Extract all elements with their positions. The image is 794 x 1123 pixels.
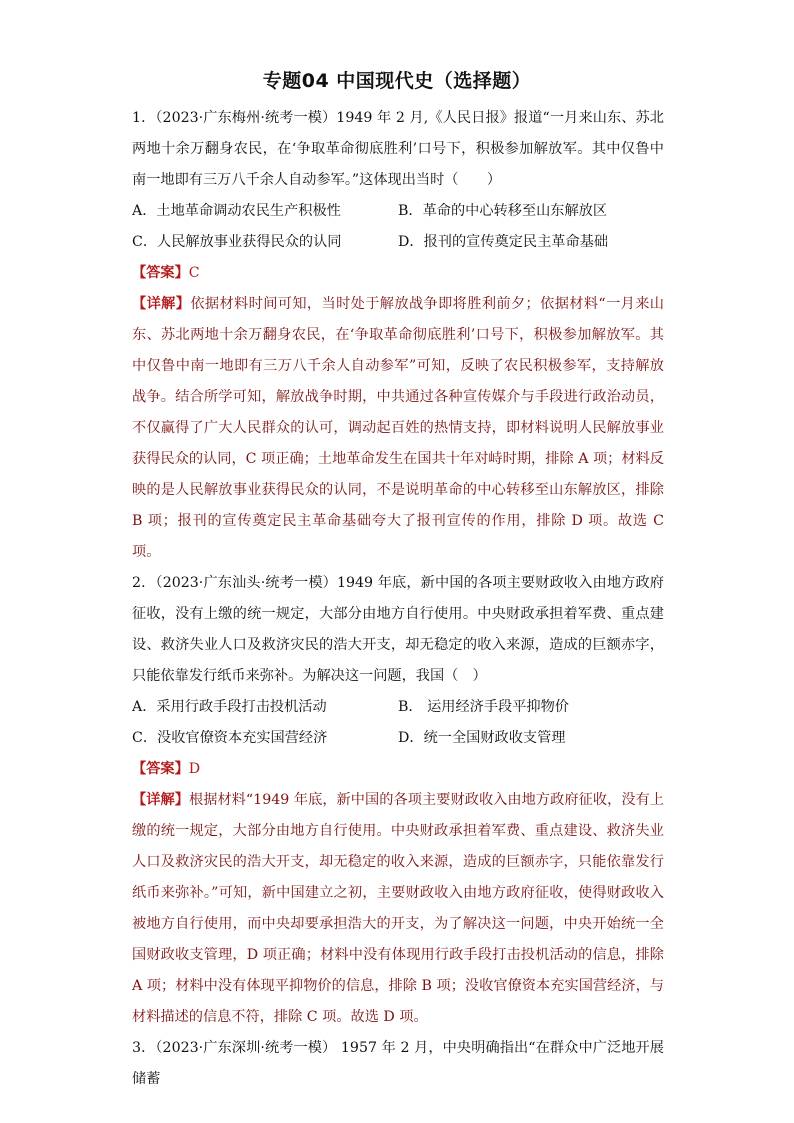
answer-value: D	[188, 761, 201, 777]
question-3-stem: 3．（2023·广东深圳·统考一模） 1957 年 2 月，中央明确指出“在群众中广泛地开展储蓄	[132, 1040, 664, 1087]
question-2-option-c: C．没收官僚资本充实国营经济	[132, 730, 328, 746]
explanation-label: 【详解】	[132, 792, 189, 808]
question-1-option-d: D．报刊的宣传奠定民主革命基础	[398, 234, 609, 250]
explanation-text: 根据材料“1949 年底，新中国的各项主要财政收入由地方政府征收，没有上缴的统一规定，大部分由地方自行使用。中央财政承担着军费、重点建设、救济失业人口及救济灾民的浩大开支，却无稳定的收入来源，造成的巨额赤字，只能依靠发行纸币来弥补。”可知，新中国建立之初，主要财政收入由地方政府征收，使得财政收入被地方自行使用，而中央却要承担浩大的开支，为了解决这一问题，中央开始统一全国财政收支管理，D 项正确；材料中没有体现用行政手段打击投机活动的信息，排除 A 项；材料中没有体现平抑物价的信息，排除 B 项；没收官僚资本充实国营经济，与材料描述的信息不符，排除 C 项。故选 D 项。	[132, 792, 664, 1025]
document-body	[132, 103, 664, 1095]
question-2-stem: 2．（2023·广东汕头·统考一模）1949 年底，新中国的各项主要财政收入由地方政府征收，没有上缴的统一规定，大部分由地方自行使用。中央财政承担着军费、重点建设、救济失业人口及救济灾民的浩大开支，却无稳定的收入来源，造成的巨额赤字，只能依靠发行纸币来弥补。为解决这一问题，我国（ ）	[132, 575, 664, 684]
question-1	[132, 103, 664, 568]
question-2-answer	[132, 754, 664, 785]
page-title: 专题04 中国现代史（选择题）	[262, 70, 532, 92]
question-1-explanation	[132, 289, 664, 568]
question-1-option-c: C．人民解放事业获得民众的认同	[132, 234, 342, 250]
question-1-answer	[132, 258, 664, 289]
question-1-options-row-1	[132, 196, 664, 227]
question-1-options-row-2	[132, 227, 664, 258]
explanation-text: 依据材料时间可知，当时处于解放战争即将胜利前夕；依据材料“一月来山东、苏北两地十余万翻身农民，在‘争取革命彻底胜利’口号下，积极参加解放军。其中仅鲁中南一地即有三万八千余人自动参军”可知，反映了农民积极参军，支持解放战争。结合所学可知，解放战争时期，中共通过各种宣传媒介与手段进行政治动员，不仅赢得了广大人民群众的认可，调动起百姓的热情支持，即材料说明人民解放事业获得民众的认同，C 项正确；土地革命发生在国共十年对峙时期，排除 A 项；材料反映的是人民解放事业获得民众的认同，不是说明革命的中心转移至山东解放区，排除 B 项；报刊的宣传奠定民主革命基础夸大了报刊宣传的作用，排除 D 项。故选 C 项。	[132, 296, 664, 560]
answer-value: C	[188, 265, 200, 281]
question-3	[132, 1033, 664, 1095]
question-2-options-row-2	[132, 723, 664, 754]
question-2-options-row-1	[132, 692, 664, 723]
answer-label: 【答案】	[132, 761, 189, 777]
explanation-label: 【详解】	[132, 296, 191, 312]
question-1-option-a: A．土地革命调动农民生产积极性	[132, 203, 341, 219]
question-1-option-b: B．革命的中心转移至山东解放区	[398, 203, 608, 219]
question-1-stem: 1．（2023·广东梅州·统考一模）1949 年 2 月,《人民日报》报道“一月来山东、苏北两地十余万翻身农民，在‘争取革命彻底胜利’口号下，积极参加解放军。其中仅鲁中南一地即有三万八千余人自动参军。”这体现出当时（ ）	[132, 110, 664, 188]
question-2	[132, 568, 664, 1033]
question-2-explanation	[132, 785, 664, 1033]
question-2-option-a: A．采用行政手段打击投机活动	[132, 699, 327, 715]
answer-label: 【答案】	[132, 265, 189, 281]
question-2-option-b: B． 运用经济手段平抑物价	[398, 699, 569, 715]
question-2-option-d: D．统一全国财政收支管理	[398, 730, 566, 746]
